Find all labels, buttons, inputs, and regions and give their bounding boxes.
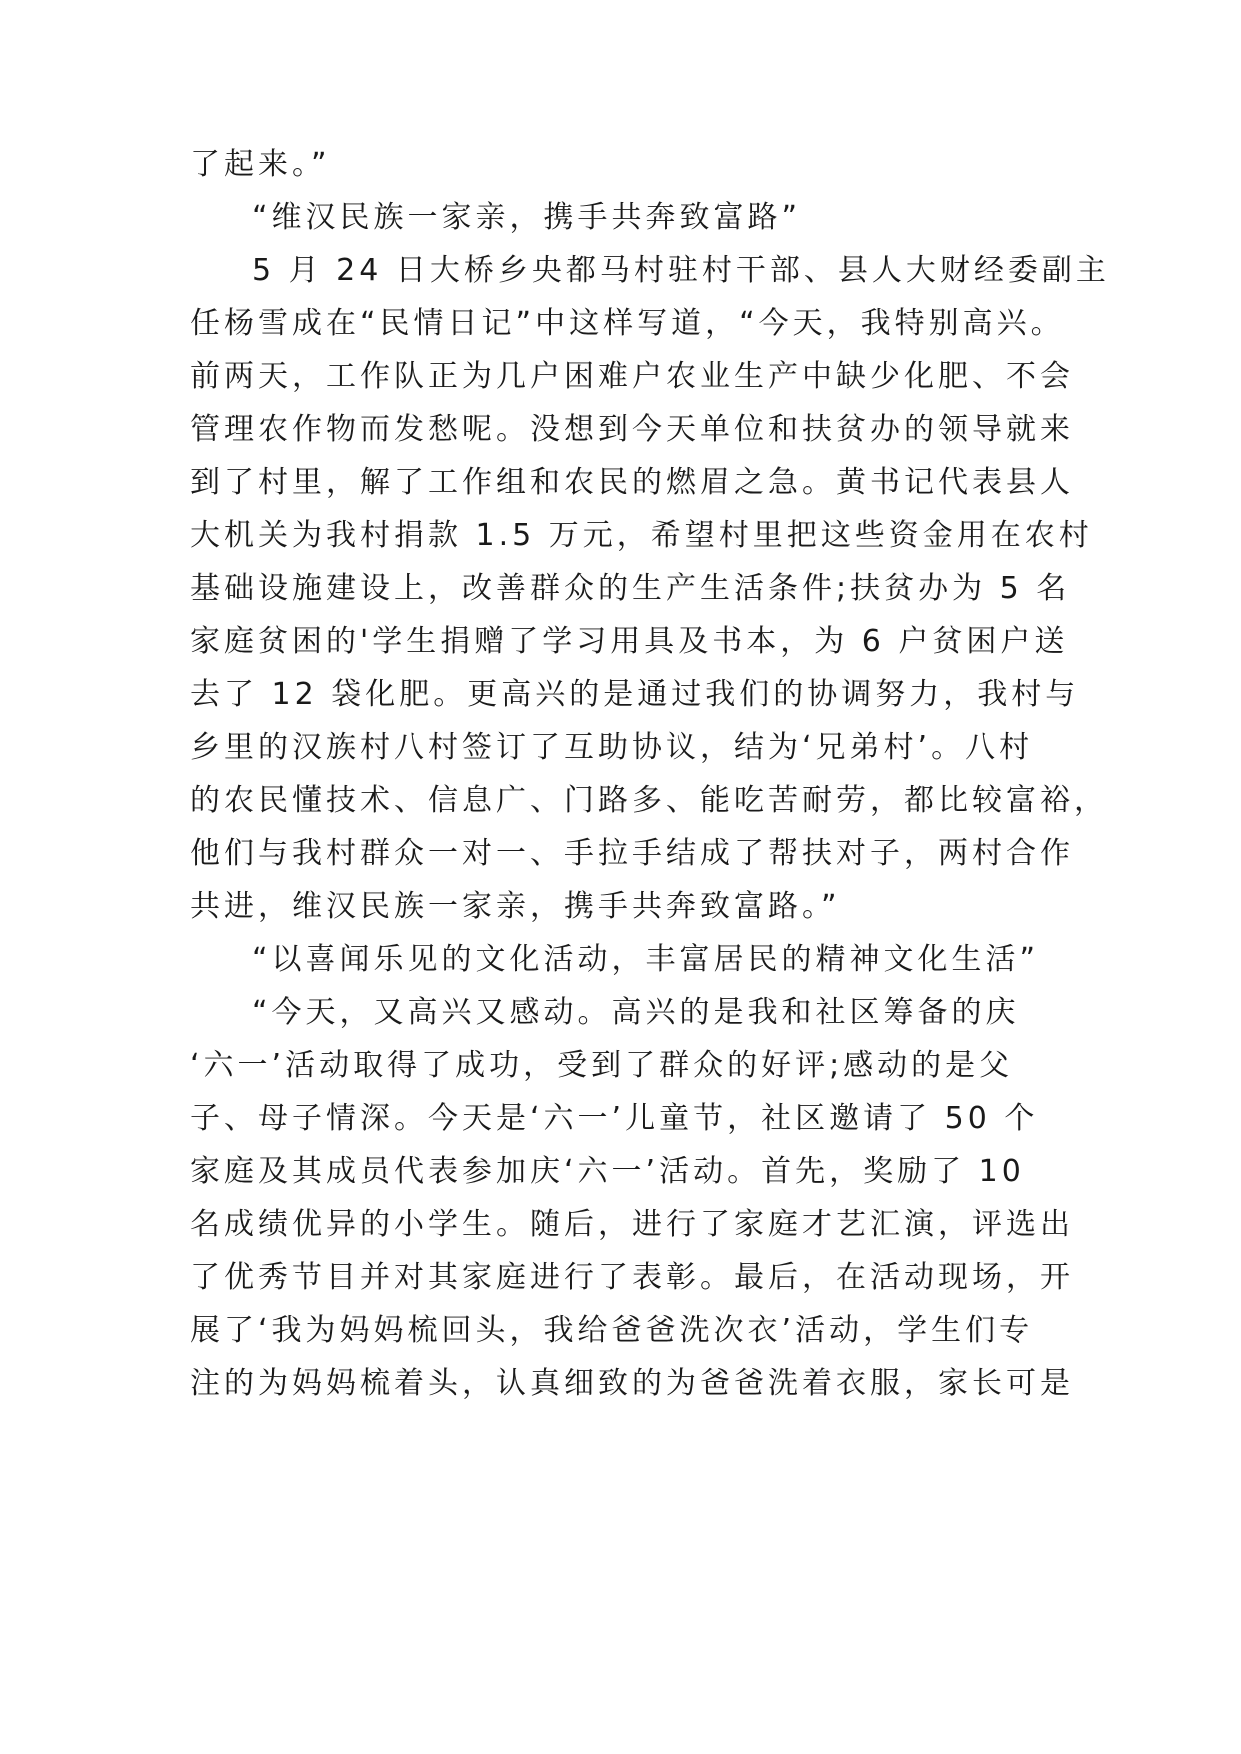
section-heading: “以喜闻乐见的文化活动，丰富居民的精神文化生活” bbox=[252, 942, 1040, 977]
body-text-line: 乡里的汉族村八村签订了互助协议，结为‘兄弟村’。八村 bbox=[190, 730, 1034, 765]
body-text-line: 共进，维汉民族一家亲，携手共奔致富路。” bbox=[190, 889, 841, 924]
body-text-line: 任杨雪成在“民情日记”中这样写道，“今天，我特别高兴。 bbox=[190, 306, 1065, 341]
body-text-line: 去了 12 袋化肥。更高兴的是通过我们的协调努力，我村与 bbox=[190, 677, 1080, 712]
body-text-line: 前两天，工作队正为几户困难户农业生产中缺少化肥、不会 bbox=[190, 359, 1074, 394]
body-text-line: 家庭及其成员代表参加庆‘六一’活动。首先，奖励了 10 bbox=[190, 1154, 1025, 1189]
body-text-line: 名成绩优异的小学生。随后，进行了家庭才艺汇演，评选出 bbox=[190, 1207, 1074, 1242]
body-text-line: 到了村里，解了工作组和农民的燃眉之急。黄书记代表县人 bbox=[190, 465, 1074, 500]
body-text-line: 5 月 24 日大桥乡央都马村驻村干部、县人大财经委副主 bbox=[252, 253, 1110, 288]
body-text-line: 了起来。” bbox=[190, 147, 331, 182]
body-text-line: 展了‘我为妈妈梳回头，我给爸爸洗次衣’活动，学生们专 bbox=[190, 1313, 1034, 1348]
body-text-line: 注的为妈妈梳着头，认真细致的为爸爸洗着衣服，家长可是 bbox=[190, 1366, 1074, 1401]
body-text-line: 子、母子情深。今天是‘六一’儿童节，社区邀请了 50 个 bbox=[190, 1101, 1039, 1136]
body-text-line: ‘六一’活动取得了成功，受到了群众的好评;感动的是父 bbox=[190, 1048, 1014, 1083]
body-text-line: 的农民懂技术、信息广、门路多、能吃苦耐劳，都比较富裕， bbox=[190, 783, 1108, 818]
body-text-line: 大机关为我村捐款 1.5 万元，希望村里把这些资金用在农村 bbox=[190, 518, 1093, 553]
body-text-line: 家庭贫困的'学生捐赠了学习用具及书本，为 6 户贫困户送 bbox=[190, 624, 1069, 659]
section-heading: “维汉民族一家亲，携手共奔致富路” bbox=[252, 200, 802, 235]
body-text-line: “今天，又高兴又感动。高兴的是我和社区筹备的庆 bbox=[252, 995, 1020, 1030]
body-text-line: 管理农作物而发愁呢。没想到今天单位和扶贫办的领导就来 bbox=[190, 412, 1074, 447]
body-text-line: 他们与我村群众一对一、手拉手结成了帮扶对子，两村合作 bbox=[190, 836, 1074, 871]
body-text-line: 基础设施建设上，改善群众的生产生活条件;扶贫办为 5 名 bbox=[190, 571, 1071, 606]
body-text-line: 了优秀节目并对其家庭进行了表彰。最后，在活动现场，开 bbox=[190, 1260, 1074, 1295]
